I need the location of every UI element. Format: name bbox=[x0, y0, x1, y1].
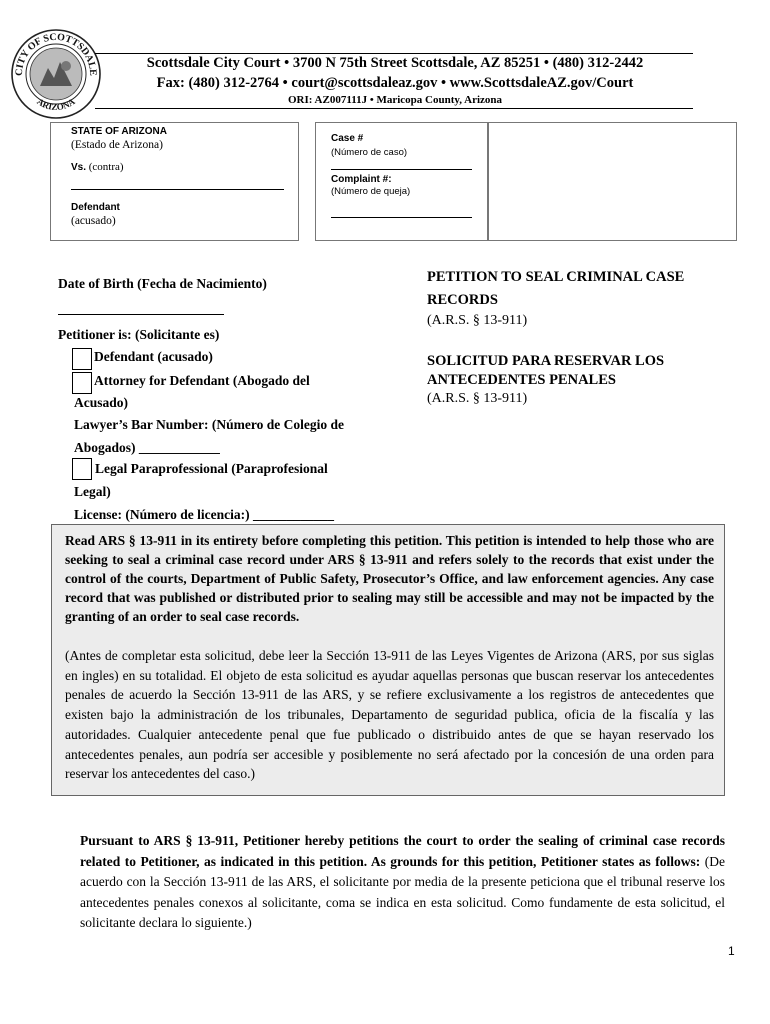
paraprofessional-option-label-cont: Legal) bbox=[74, 484, 111, 499]
court-ori-line: ORI: AZ007111J • Maricopa County, Arizona bbox=[287, 94, 503, 106]
state-label: STATE OF ARIZONA bbox=[71, 126, 167, 137]
defendant-checkbox[interactable] bbox=[72, 348, 92, 370]
dob-label: Date of Birth (Fecha de Nacimiento) bbox=[58, 276, 267, 291]
complaint-number-label-es: (Número de queja) bbox=[331, 186, 411, 197]
defendant-label: Defendant bbox=[71, 202, 120, 213]
paraprofessional-option-label: Legal Paraprofessional (Paraprofesional bbox=[95, 461, 328, 476]
page-number: 1 bbox=[728, 944, 735, 958]
state-label-es: (Estado de Arizona) bbox=[71, 139, 163, 151]
defendant-option-label: Defendant (acusado) bbox=[94, 349, 213, 364]
bar-number-field[interactable]: Abogados) ____________ bbox=[74, 440, 220, 455]
case-number-box bbox=[315, 122, 489, 241]
petition-title: PETITION TO SEAL CRIMINAL CASE RECORDS bbox=[427, 269, 685, 308]
attorney-option-label: Attorney for Defendant (Abogado del bbox=[94, 373, 310, 388]
attorney-checkbox[interactable] bbox=[72, 372, 92, 394]
complaint-number-field[interactable] bbox=[331, 217, 472, 218]
svg-text:ARIZONA: ARIZONA bbox=[35, 96, 77, 113]
city-seal-logo bbox=[10, 28, 102, 120]
court-use-box bbox=[487, 122, 737, 241]
header-rule-top bbox=[95, 53, 693, 54]
complaint-number-label: Complaint #: bbox=[331, 174, 392, 185]
svg-text:CITY OF SCOTTSDALE: CITY OF SCOTTSDALE bbox=[13, 31, 99, 77]
notice-spanish: (Antes de completar esta solicitud, debe leer la Sección 13-911 de las Leyes Vigentes de Arizona (ARS, por sus siglas en ingles) en su totalidad. El objeto de esta solicitud es ayudar aquellas personas que buscan reservar los antecedentes penales de acuerdo la Sección 13-911 de las ARS, y se refiere exclusivamente a los registros de antecedentes que existen bajo la administración de los tribunales, Departamento de seguridad publica, oficia de la fiscalía y las autoridades. Cualquier antecedente penal que fue publicado o distribuido antes de que se hayan reservado los antecedentes penales, aun podría ser accesible y posiblemente no será afectado por la concesión de una orden para reservar los antecedentes del caso.) bbox=[65, 648, 714, 782]
bar-number-label: Lawyer’s Bar Number: (Número de Colegio de bbox=[74, 417, 344, 432]
dob-field[interactable] bbox=[58, 314, 224, 315]
versus-label: Vs. (contra) bbox=[71, 161, 124, 173]
paraprofessional-checkbox[interactable] bbox=[72, 458, 92, 480]
case-number-label: Case # bbox=[331, 133, 364, 144]
petition-statute-ref-es: (A.R.S. § 13-911) bbox=[427, 391, 528, 406]
header-rule-bottom bbox=[95, 108, 693, 109]
court-contact-line: Fax: (480) 312-2764 • court@scottsdaleaz.gov • www.ScottsdaleAZ.gov/Court bbox=[156, 75, 634, 91]
petitioner-is-label: Petitioner is: (Solicitante es) bbox=[58, 327, 220, 342]
license-number-field[interactable]: License: (Número de licencia:) ____________ bbox=[74, 507, 334, 522]
notice-english: Read ARS § 13-911 in its entirety before completing this petition. This petition is intended to help those who are seeking to seal a criminal case record under ARS § 13-911 and refers solely to the records that exist under the control of the courts, Department of Public Safety, Prosecutor’s Office, and law enforcement agencies. Any case record that was published or distributed prior to sealing may still be accessible and may not be impacted by the granting of an order to seal case records. bbox=[65, 533, 714, 624]
court-address-line: Scottsdale City Court • 3700 N 75th Street Scottsdale, AZ 85251 • (480) 312-2442 bbox=[146, 55, 644, 71]
grounds-paragraph: Pursuant to ARS § 13-911, Petitioner hereby petitions the court to order the sealing of criminal case records related to Petitioner, as indicated in this petition. As grounds for this petition, Petitioner states as follows: (De acuerdo con la Sección 13-911 de las ARS, el solicitante por media de la presente peticiona que el tribunal reserve los antecedentes penales conexos al solicitante, coma se indica en esta solicitud. Como fundamente de esta solicitud, el solicitante declara lo siguiente.) bbox=[80, 833, 725, 930]
petition-title-es: SOLICITUD PARA RESERVAR LOS ANTECEDENTES PENALES bbox=[427, 353, 665, 388]
case-number-field[interactable] bbox=[331, 169, 472, 170]
defendant-label-es: (acusado) bbox=[71, 215, 116, 227]
caption-parties-box bbox=[50, 122, 299, 241]
instructions-notice-box bbox=[51, 524, 725, 796]
vs-name-line bbox=[71, 189, 284, 190]
petition-statute-ref: (A.R.S. § 13-911) bbox=[427, 313, 528, 328]
attorney-option-label-cont: Acusado) bbox=[74, 395, 129, 410]
case-number-label-es: (Número de caso) bbox=[331, 147, 408, 158]
